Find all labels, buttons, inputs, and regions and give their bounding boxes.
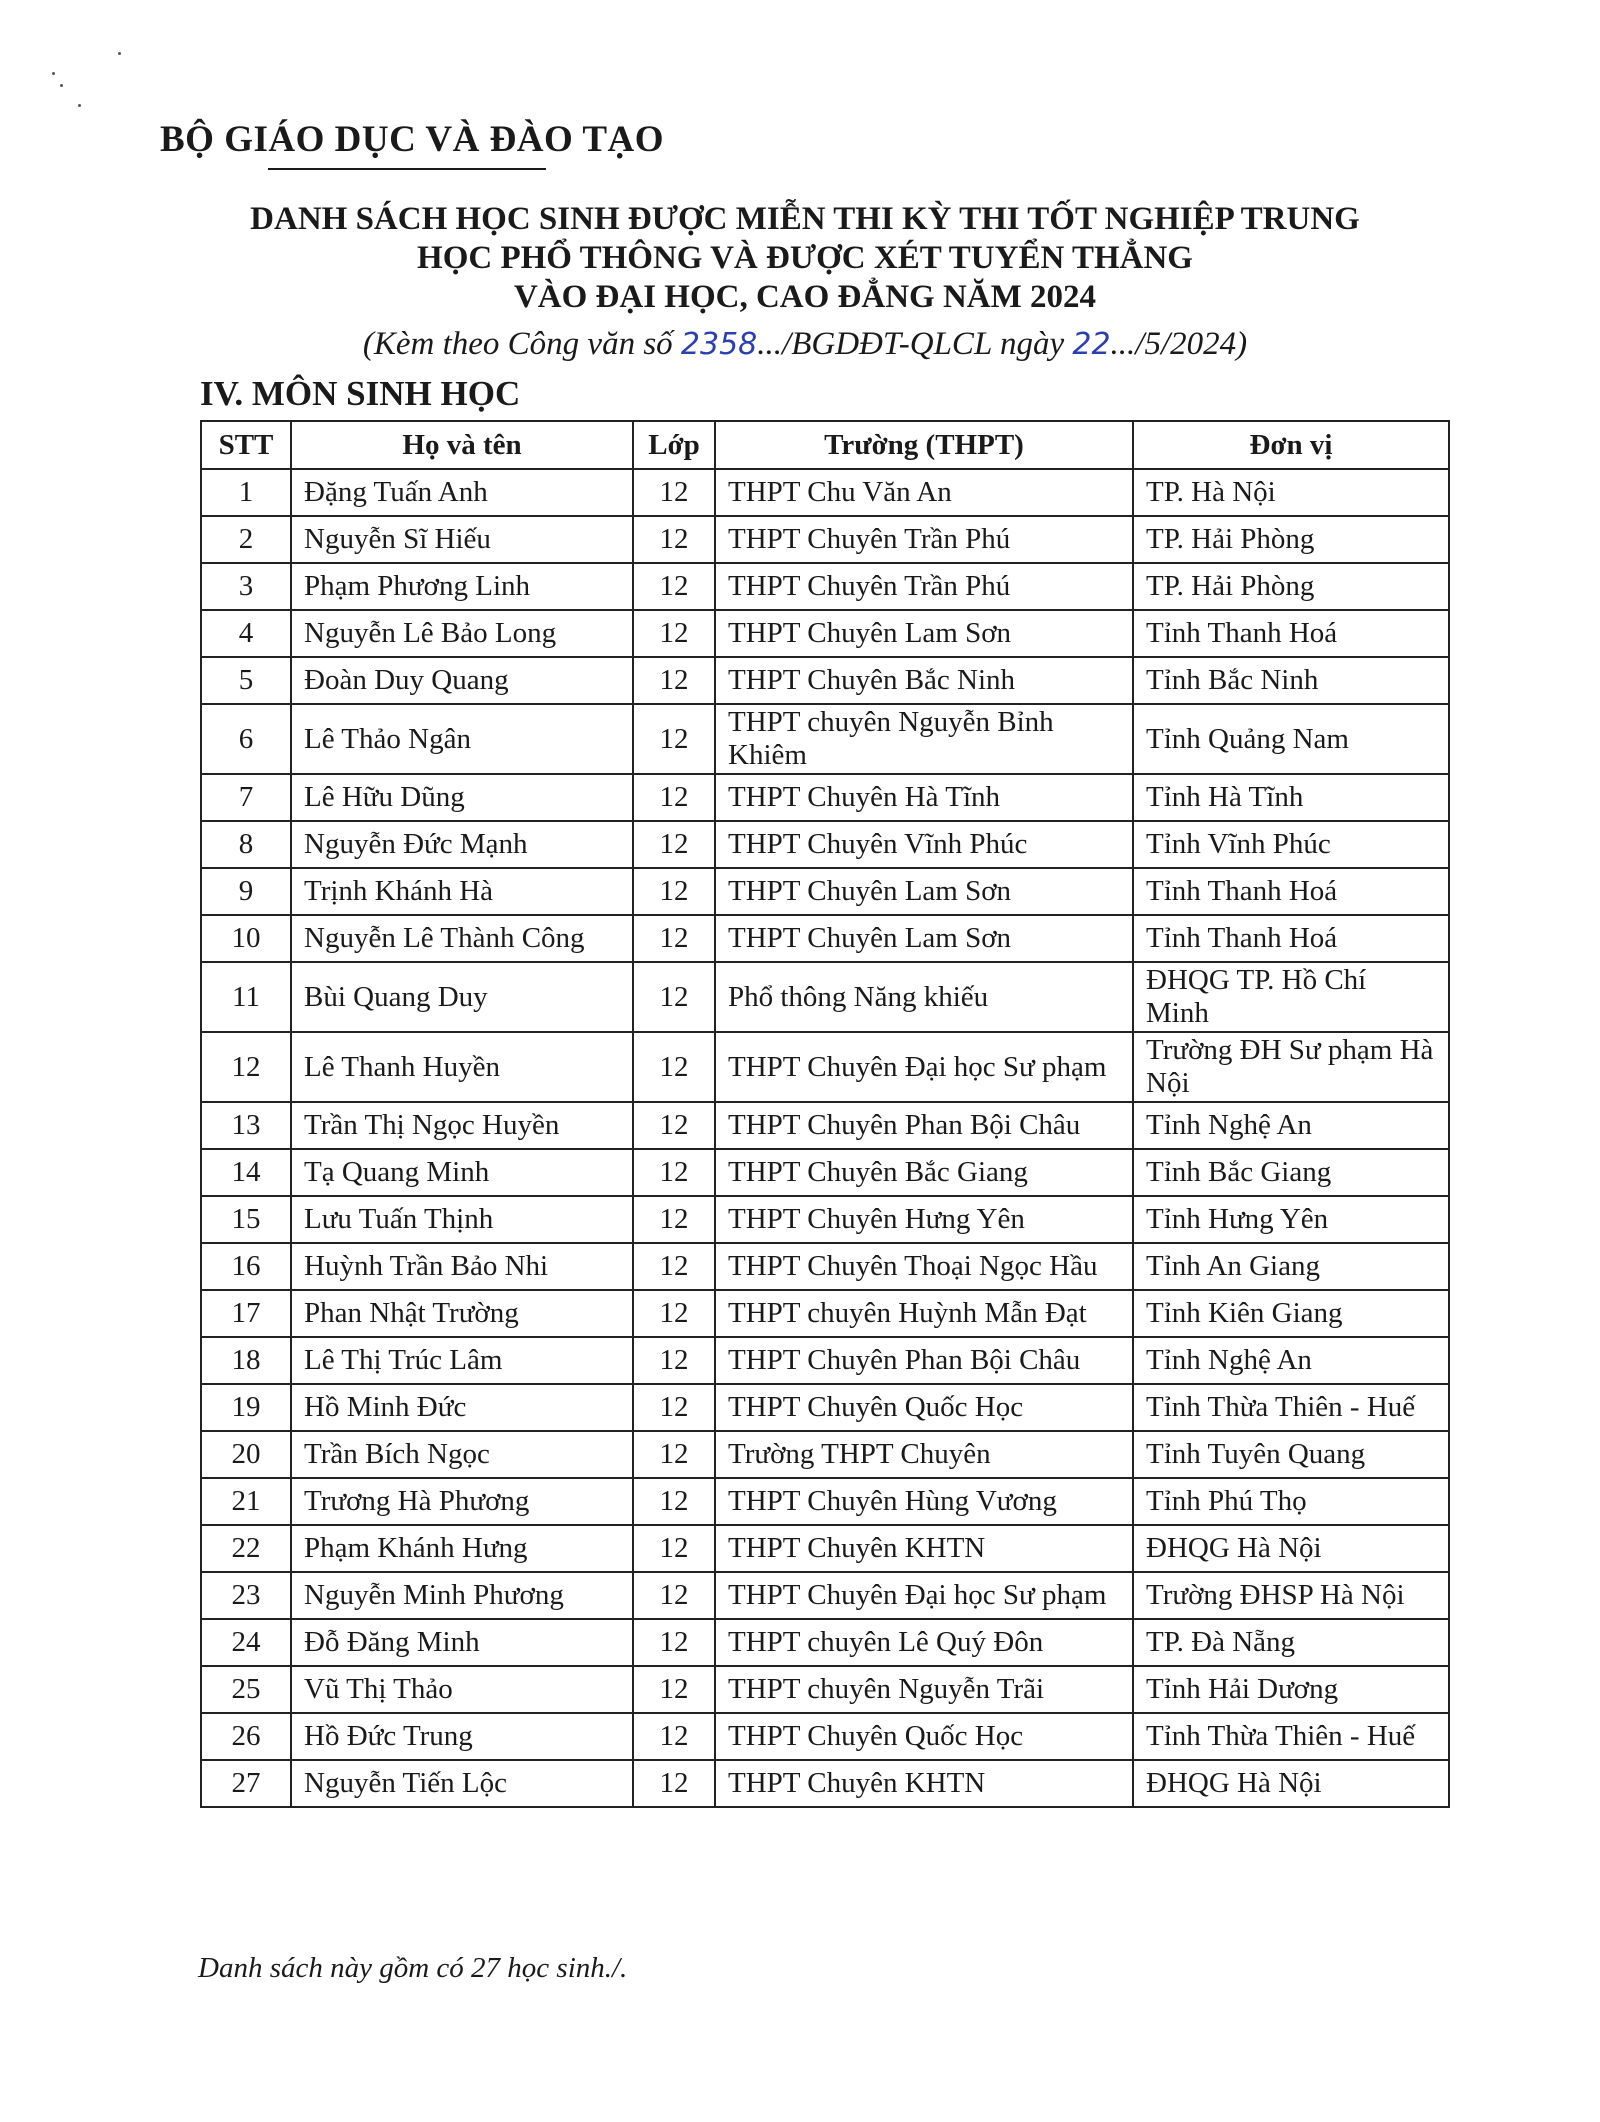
ministry-name: BỘ GIÁO DỤC VÀ ĐÀO TẠO xyxy=(160,119,665,160)
cell-class: 12 xyxy=(633,1666,715,1713)
scan-speck xyxy=(78,104,81,107)
attachment-reference xyxy=(140,326,1470,363)
cell-stt: 13 xyxy=(201,1102,291,1149)
attachment-prefix: (Kèm theo Công văn số xyxy=(362,326,681,362)
cell-class: 12 xyxy=(633,868,715,915)
cell-school: THPT Chuyên Lam Sơn xyxy=(715,610,1133,657)
cell-unit: Tỉnh Quảng Nam xyxy=(1133,704,1449,774)
cell-name: Nguyễn Tiến Lộc xyxy=(291,1760,633,1807)
cell-class: 12 xyxy=(633,1478,715,1525)
scan-speck xyxy=(118,52,121,55)
cell-class: 12 xyxy=(633,610,715,657)
cell-school: THPT Chuyên Vĩnh Phúc xyxy=(715,821,1133,868)
table-row xyxy=(201,1032,1449,1102)
cell-name: Nguyễn Lê Bảo Long xyxy=(291,610,633,657)
cell-class: 12 xyxy=(633,1243,715,1290)
cell-school: THPT Chuyên Bắc Ninh xyxy=(715,657,1133,704)
cell-class: 12 xyxy=(633,657,715,704)
cell-class: 12 xyxy=(633,1384,715,1431)
cell-name: Nguyễn Đức Mạnh xyxy=(291,821,633,868)
table-row xyxy=(201,1102,1449,1149)
cell-stt: 15 xyxy=(201,1196,291,1243)
cell-unit: Tỉnh Hải Dương xyxy=(1133,1666,1449,1713)
table-row xyxy=(201,1666,1449,1713)
title-line: HỌC PHỔ THÔNG VÀ ĐƯỢC XÉT TUYỂN THẲNG xyxy=(417,240,1193,276)
cell-unit: TP. Hà Nội xyxy=(1133,469,1449,516)
cell-unit: Trường ĐH Sư phạm Hà Nội xyxy=(1133,1032,1449,1102)
cell-name: Đoàn Duy Quang xyxy=(291,657,633,704)
cell-unit: Tỉnh Nghệ An xyxy=(1133,1102,1449,1149)
cell-school: THPT Chuyên Trần Phú xyxy=(715,516,1133,563)
section-heading: IV. MÔN SINH HỌC xyxy=(200,374,521,413)
table-row xyxy=(201,704,1449,774)
cell-name: Nguyễn Sĩ Hiếu xyxy=(291,516,633,563)
cell-name: Nguyễn Lê Thành Công xyxy=(291,915,633,962)
cell-school: THPT Chuyên KHTN xyxy=(715,1525,1133,1572)
cell-stt: 17 xyxy=(201,1290,291,1337)
cell-unit: TP. Hải Phòng xyxy=(1133,563,1449,610)
cell-name: Trương Hà Phương xyxy=(291,1478,633,1525)
cell-name: Hồ Đức Trung xyxy=(291,1713,633,1760)
table-row xyxy=(201,1431,1449,1478)
cell-name: Đỗ Đăng Minh xyxy=(291,1619,633,1666)
cell-stt: 2 xyxy=(201,516,291,563)
cell-name: Đặng Tuấn Anh xyxy=(291,469,633,516)
table-row xyxy=(201,469,1449,516)
student-table xyxy=(200,420,1450,1808)
cell-stt: 21 xyxy=(201,1478,291,1525)
column-header-school: Trường (THPT) xyxy=(715,421,1133,469)
cell-unit: Tỉnh Thừa Thiên - Huế xyxy=(1133,1713,1449,1760)
cell-stt: 18 xyxy=(201,1337,291,1384)
cell-school: THPT Chuyên Lam Sơn xyxy=(715,868,1133,915)
cell-class: 12 xyxy=(633,516,715,563)
cell-stt: 3 xyxy=(201,563,291,610)
attachment-suffix: .../5/2024) xyxy=(1110,326,1248,362)
table-row xyxy=(201,1337,1449,1384)
cell-stt: 23 xyxy=(201,1572,291,1619)
cell-school: Phổ thông Năng khiếu xyxy=(715,962,1133,1032)
scan-speck xyxy=(60,84,63,87)
cell-unit: Tỉnh Tuyên Quang xyxy=(1133,1431,1449,1478)
title-line: DANH SÁCH HỌC SINH ĐƯỢC MIỄN THI KỲ THI TỐT NGHIỆP TRUNG xyxy=(250,201,1360,237)
cell-unit: Tỉnh Nghệ An xyxy=(1133,1337,1449,1384)
cell-school: Trường THPT Chuyên xyxy=(715,1431,1133,1478)
table-row xyxy=(201,563,1449,610)
cell-class: 12 xyxy=(633,821,715,868)
table-row xyxy=(201,962,1449,1032)
cell-name: Lê Thị Trúc Lâm xyxy=(291,1337,633,1384)
cell-school: THPT Chuyên Hưng Yên xyxy=(715,1196,1133,1243)
cell-school: THPT Chuyên Thoại Ngọc Hầu xyxy=(715,1243,1133,1290)
cell-name: Phạm Khánh Hưng xyxy=(291,1525,633,1572)
table-row xyxy=(201,516,1449,563)
cell-class: 12 xyxy=(633,563,715,610)
cell-stt: 5 xyxy=(201,657,291,704)
cell-name: Lê Thảo Ngân xyxy=(291,704,633,774)
cell-school: THPT chuyên Lê Quý Đôn xyxy=(715,1619,1133,1666)
cell-stt: 6 xyxy=(201,704,291,774)
cell-school: THPT Chuyên KHTN xyxy=(715,1760,1133,1807)
table-row xyxy=(201,657,1449,704)
cell-school: THPT Chuyên Quốc Học xyxy=(715,1384,1133,1431)
cell-name: Lê Hữu Dũng xyxy=(291,774,633,821)
cell-class: 12 xyxy=(633,1290,715,1337)
cell-unit: Tỉnh Hưng Yên xyxy=(1133,1196,1449,1243)
cell-stt: 11 xyxy=(201,962,291,1032)
cell-class: 12 xyxy=(633,704,715,774)
table-row xyxy=(201,1713,1449,1760)
cell-class: 12 xyxy=(633,1713,715,1760)
table-row xyxy=(201,821,1449,868)
cell-stt: 25 xyxy=(201,1666,291,1713)
cell-school: THPT Chuyên Phan Bội Châu xyxy=(715,1337,1133,1384)
cell-name: Vũ Thị Thảo xyxy=(291,1666,633,1713)
cell-school: THPT Chuyên Trần Phú xyxy=(715,563,1133,610)
table-row xyxy=(201,1243,1449,1290)
cell-unit: Trường ĐHSP Hà Nội xyxy=(1133,1572,1449,1619)
cell-school: THPT chuyên Huỳnh Mẫn Đạt xyxy=(715,1290,1133,1337)
cell-unit: Tỉnh Bắc Giang xyxy=(1133,1149,1449,1196)
document-title xyxy=(140,200,1470,317)
table-row xyxy=(201,1290,1449,1337)
cell-stt: 19 xyxy=(201,1384,291,1431)
cell-name: Phạm Phương Linh xyxy=(291,563,633,610)
cell-school: THPT Chuyên Đại học Sư phạm xyxy=(715,1032,1133,1102)
cell-unit: Tỉnh Thanh Hoá xyxy=(1133,868,1449,915)
cell-name: Trịnh Khánh Hà xyxy=(291,868,633,915)
cell-school: THPT Chuyên Hà Tĩnh xyxy=(715,774,1133,821)
cell-school: THPT Chuyên Bắc Giang xyxy=(715,1149,1133,1196)
cell-stt: 8 xyxy=(201,821,291,868)
cell-stt: 26 xyxy=(201,1713,291,1760)
table-row xyxy=(201,1572,1449,1619)
cell-class: 12 xyxy=(633,1149,715,1196)
cell-class: 12 xyxy=(633,1572,715,1619)
table-header-row xyxy=(201,421,1449,469)
cell-unit: Tỉnh Thừa Thiên - Huế xyxy=(1133,1384,1449,1431)
cell-name: Phan Nhật Trường xyxy=(291,1290,633,1337)
column-header-class: Lớp xyxy=(633,421,715,469)
cell-name: Nguyễn Minh Phương xyxy=(291,1572,633,1619)
ministry-underline xyxy=(268,168,546,170)
cell-unit: Tỉnh Thanh Hoá xyxy=(1133,610,1449,657)
table-row xyxy=(201,1619,1449,1666)
cell-unit: Tỉnh Vĩnh Phúc xyxy=(1133,821,1449,868)
cell-name: Tạ Quang Minh xyxy=(291,1149,633,1196)
cell-class: 12 xyxy=(633,774,715,821)
cell-class: 12 xyxy=(633,469,715,516)
column-header-unit: Đơn vị xyxy=(1133,421,1449,469)
cell-unit: Tỉnh Bắc Ninh xyxy=(1133,657,1449,704)
table-row xyxy=(201,1384,1449,1431)
cell-stt: 24 xyxy=(201,1619,291,1666)
table-body xyxy=(201,469,1449,1807)
column-header-name: Họ và tên xyxy=(291,421,633,469)
title-line: VÀO ĐẠI HỌC, CAO ĐẲNG NĂM 2024 xyxy=(513,279,1097,315)
table-row xyxy=(201,610,1449,657)
cell-school: THPT Chuyên Hùng Vương xyxy=(715,1478,1133,1525)
handwritten-document-number: 2358 xyxy=(680,327,758,362)
cell-unit: ĐHQG Hà Nội xyxy=(1133,1525,1449,1572)
cell-unit: TP. Đà Nẵng xyxy=(1133,1619,1449,1666)
table-row xyxy=(201,868,1449,915)
cell-stt: 10 xyxy=(201,915,291,962)
cell-stt: 16 xyxy=(201,1243,291,1290)
cell-school: THPT Chuyên Quốc Học xyxy=(715,1713,1133,1760)
cell-school: THPT chuyên Nguyễn Bỉnh Khiêm xyxy=(715,704,1133,774)
cell-name: Huỳnh Trần Bảo Nhi xyxy=(291,1243,633,1290)
cell-class: 12 xyxy=(633,962,715,1032)
cell-stt: 20 xyxy=(201,1431,291,1478)
cell-school: THPT Chuyên Đại học Sư phạm xyxy=(715,1572,1133,1619)
cell-class: 12 xyxy=(633,1102,715,1149)
cell-class: 12 xyxy=(633,1619,715,1666)
cell-stt: 7 xyxy=(201,774,291,821)
table-row xyxy=(201,1525,1449,1572)
cell-stt: 9 xyxy=(201,868,291,915)
cell-class: 12 xyxy=(633,1525,715,1572)
cell-school: THPT Chu Văn An xyxy=(715,469,1133,516)
cell-unit: ĐHQG TP. Hồ Chí Minh xyxy=(1133,962,1449,1032)
table-row xyxy=(201,1760,1449,1807)
cell-stt: 12 xyxy=(201,1032,291,1102)
cell-name: Hồ Minh Đức xyxy=(291,1384,633,1431)
handwritten-day: 22 xyxy=(1072,327,1111,362)
attachment-middle: .../BGDĐT-QLCL ngày xyxy=(757,326,1073,362)
cell-name: Trần Thị Ngọc Huyền xyxy=(291,1102,633,1149)
table-row xyxy=(201,915,1449,962)
table-row xyxy=(201,774,1449,821)
cell-class: 12 xyxy=(633,1760,715,1807)
cell-stt: 1 xyxy=(201,469,291,516)
cell-stt: 22 xyxy=(201,1525,291,1572)
table-row xyxy=(201,1149,1449,1196)
scan-speck xyxy=(52,72,55,75)
cell-unit: ĐHQG Hà Nội xyxy=(1133,1760,1449,1807)
cell-class: 12 xyxy=(633,1431,715,1478)
cell-unit: Tỉnh Hà Tĩnh xyxy=(1133,774,1449,821)
cell-unit: Tỉnh Thanh Hoá xyxy=(1133,915,1449,962)
cell-name: Bùi Quang Duy xyxy=(291,962,633,1032)
cell-class: 12 xyxy=(633,1196,715,1243)
cell-stt: 14 xyxy=(201,1149,291,1196)
cell-unit: Tỉnh An Giang xyxy=(1133,1243,1449,1290)
table-row xyxy=(201,1196,1449,1243)
cell-unit: Tỉnh Phú Thọ xyxy=(1133,1478,1449,1525)
footnote: Danh sách này gồm có 27 học sinh./. xyxy=(198,1952,628,1984)
cell-unit: Tỉnh Kiên Giang xyxy=(1133,1290,1449,1337)
cell-name: Lê Thanh Huyền xyxy=(291,1032,633,1102)
cell-class: 12 xyxy=(633,1337,715,1384)
cell-name: Trần Bích Ngọc xyxy=(291,1431,633,1478)
cell-class: 12 xyxy=(633,915,715,962)
cell-class: 12 xyxy=(633,1032,715,1102)
cell-unit: TP. Hải Phòng xyxy=(1133,516,1449,563)
cell-name: Lưu Tuấn Thịnh xyxy=(291,1196,633,1243)
column-header-stt: STT xyxy=(201,421,291,469)
cell-stt: 4 xyxy=(201,610,291,657)
table-row xyxy=(201,1478,1449,1525)
cell-stt: 27 xyxy=(201,1760,291,1807)
cell-school: THPT chuyên Nguyễn Trãi xyxy=(715,1666,1133,1713)
cell-school: THPT Chuyên Phan Bội Châu xyxy=(715,1102,1133,1149)
cell-school: THPT Chuyên Lam Sơn xyxy=(715,915,1133,962)
